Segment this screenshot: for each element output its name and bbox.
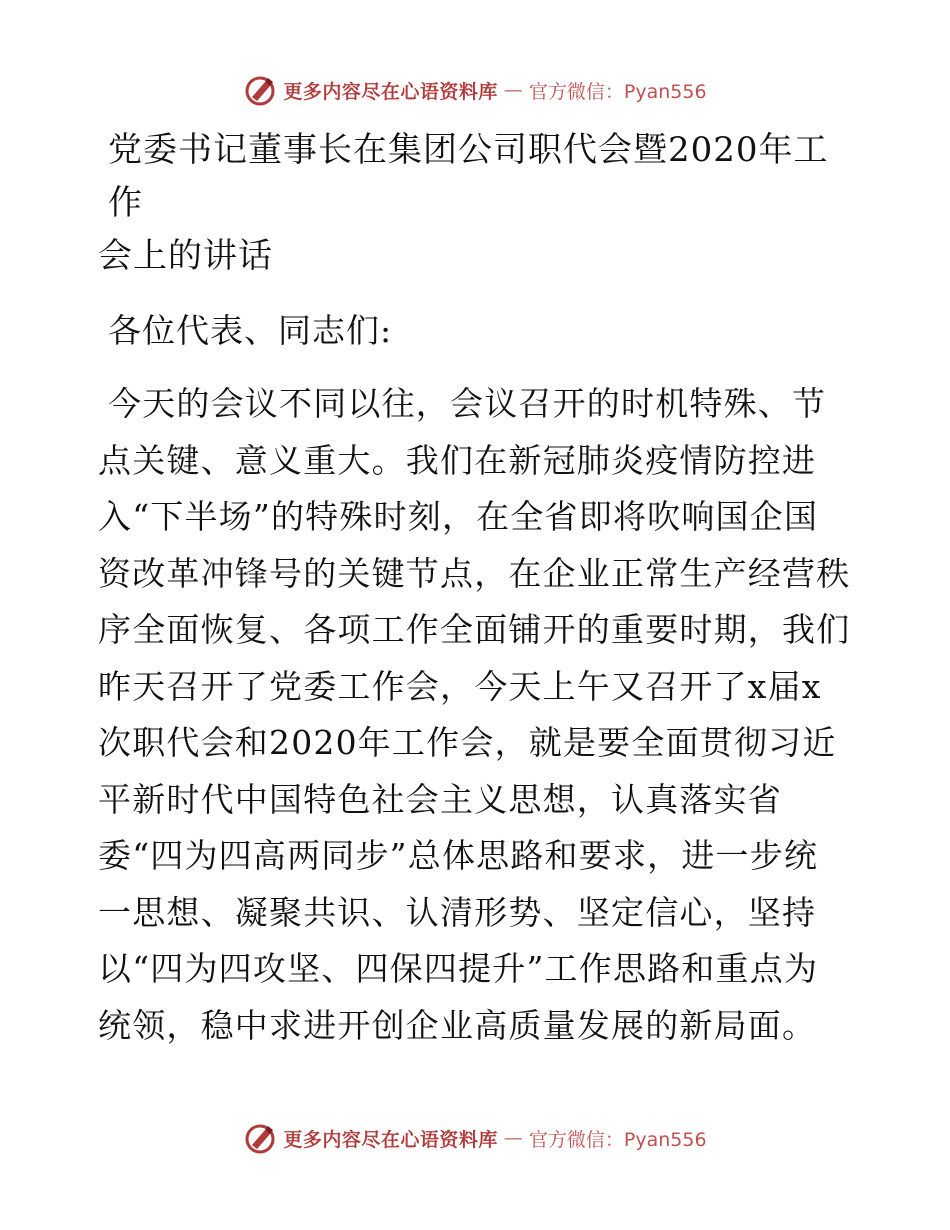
paragraph-line: 次职代会和2020年工作会，就是要全面贯彻习近 <box>98 723 837 762</box>
paragraph-line: 平新时代中国特色社会主义思想，认真落实省 <box>98 779 782 819</box>
banner-contact: 官方微信：Pyan556 <box>528 1128 707 1151</box>
paragraph-line: 统领，稳中求进开创企业高质量发展的新局面。 <box>98 1005 817 1045</box>
paragraph-line: 委“四为四高两同步”总体思路和要求，进一步统 <box>98 836 819 875</box>
salutation: 各位代表、同志们: <box>108 311 393 350</box>
document-title <box>98 124 850 283</box>
banner-separator: — <box>503 1127 523 1149</box>
body-paragraph <box>98 376 850 1054</box>
paragraph-line: 资改革冲锋号的关键节点，在企业正常生产经营秩 <box>98 553 851 593</box>
paragraph-line: 今天的会议不同以往，会议召开的时机特殊、节 <box>108 384 827 423</box>
title-line: 会上的讲话 <box>98 236 273 276</box>
header-banner <box>0 70 950 110</box>
footer-banner <box>0 1118 950 1158</box>
red-pen-logo-icon <box>243 73 277 107</box>
banner-text: 更多内容尽在心语资料库 <box>283 1128 498 1151</box>
red-pen-logo-icon <box>243 1121 277 1155</box>
title-line: 党委书记董事长在集团公司职代会暨2020年工作 <box>108 130 829 223</box>
banner-contact: 官方微信：Pyan556 <box>528 80 707 103</box>
paragraph-line: 点关键、意义重大。我们在新冠肺炎疫情防控进 <box>98 440 817 480</box>
paragraph-line: 一思想、凝聚共识、认清形势、坚定信心，坚持 <box>98 892 817 932</box>
paragraph-line: 昨天召开了党委工作会，今天上午又召开了x届x <box>98 666 822 706</box>
document-body <box>98 124 850 1054</box>
paragraph-line: 序全面恢复、各项工作全面铺开的重要时期，我们 <box>98 610 851 649</box>
paragraph-line: 以“四为四攻坚、四保四提升”工作思路和重点为 <box>98 949 819 988</box>
banner-separator: — <box>503 79 523 101</box>
paragraph-line: 入“下半场”的特殊时刻，在全省即将吹响国企国 <box>98 497 819 536</box>
banner-text: 更多内容尽在心语资料库 <box>283 80 498 103</box>
